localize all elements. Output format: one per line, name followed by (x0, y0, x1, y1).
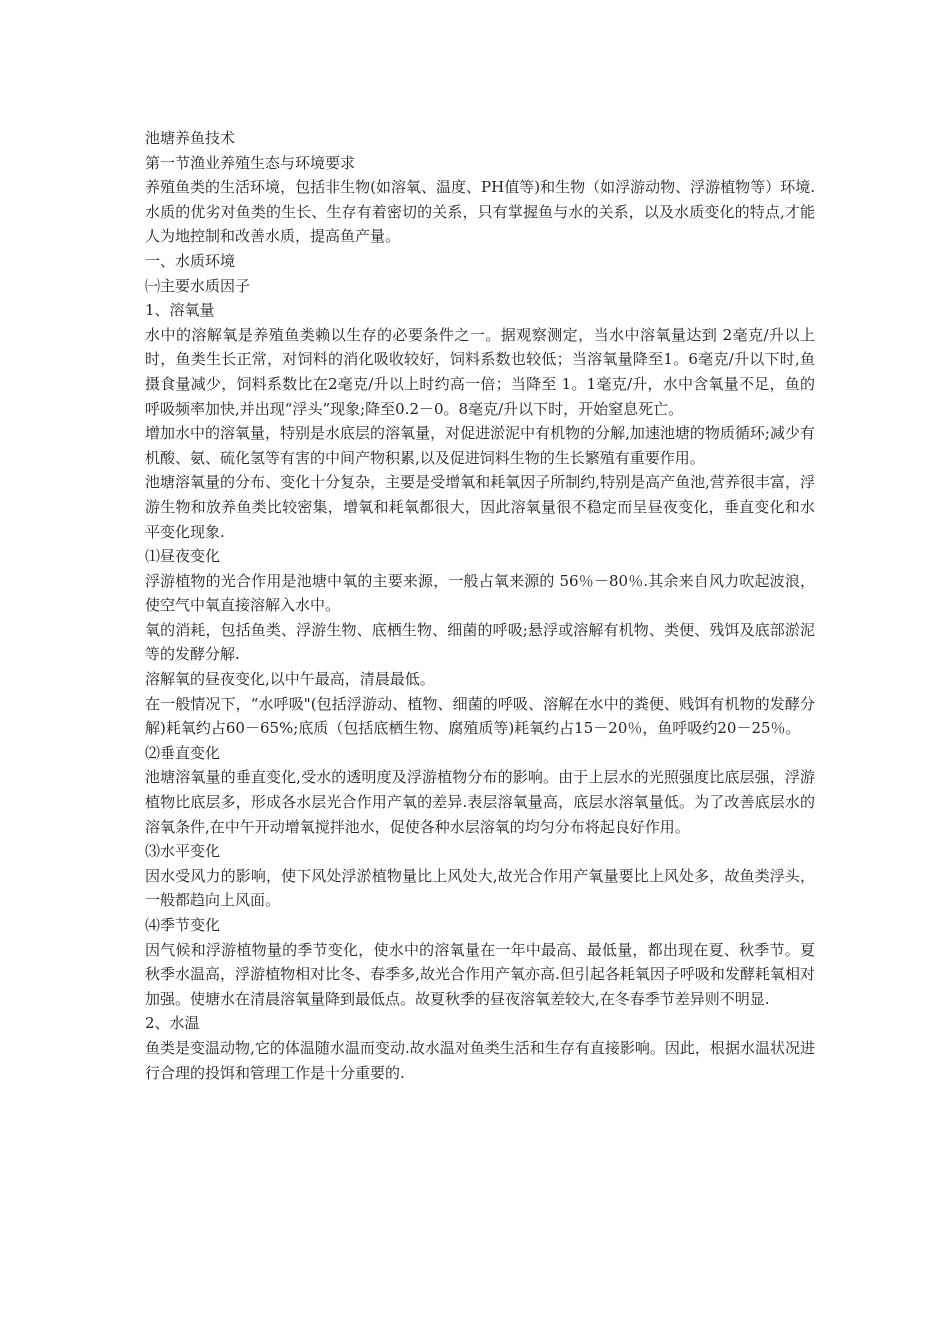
heading-diurnal-change: ⑴昼夜变化 (145, 547, 221, 566)
heading-main-water-factors: ㈠主要水质因子 (145, 276, 251, 295)
paragraph: 养殖鱼类的生活环境，包括非生物(如溶氧、温度、PH值等)和生物（如浮游动物、浮游植物等）环境.水质的优劣对鱼类的生长、生存有着密切的关系，只有掌握鱼与水的关系，以及水质变化的特点,才能人为地控制和改善水质，提高鱼产量。 (145, 178, 815, 246)
heading-water-environment: 一、水质环境 (145, 251, 236, 270)
section-heading: 第一节渔业养殖生态与环境要求 (145, 153, 356, 172)
heading-vertical-change: ⑵垂直变化 (145, 743, 221, 762)
paragraph: 溶解氧的昼夜变化,以中午最高，清晨最低。 (145, 670, 435, 689)
paragraph: 池塘溶氧量的分布、变化十分复杂，主要是受增氧和耗氧因子所制约,特别是高产鱼池,营养很丰富，浮游生物和放养鱼类比较密集，增氧和耗氧都很大，因此溶氧量很不稳定而呈昼夜变化，垂直变化和水平变化现象. (145, 473, 815, 541)
paragraph: 因水受风力的影响，使下风处浮淤植物量比上风处大,故光合作用产氧量要比上风处多，故鱼类浮头，一般都趋向上风面。 (145, 866, 815, 910)
paragraph: 在一般情况下，“水呼吸"(包括浮游动、植物、细菌的呼吸、溶解在水中的粪便、贱饵有机物的发酵分解)耗氧约占60－65%;底质（包括底栖生物、腐殖质等)耗氧约占15－20％，鱼呼吸约20－25％。 (145, 694, 815, 738)
heading-water-temperature: 2、水温 (145, 1014, 200, 1033)
heading-horizontal-change: ⑶水平变化 (145, 842, 221, 861)
paragraph: 水中的溶解氧是养殖鱼类赖以生存的必要条件之一。据观察测定，当水中溶氧量达到 2毫克/升以上时，鱼类生长正常，对饲料的消化吸收较好，饲料系数也较低；当溶氧量降至1。6毫克/升以下时,鱼摄食量减少，饲料系数比在2毫克/升以上时约高一倍；当降至 1。1毫克/升，水中含氧量不足，鱼的呼吸频率加快,并出现“浮头”现象;降至0.2－0。8毫克/升以下时，开始窒息死亡。 (145, 325, 815, 418)
paragraph: 池塘溶氧量的垂直变化,受水的透明度及浮游植物分布的影响。由于上层水的光照强度比底层强，浮游植物比底层多，形成各水层光合作用产氧的差异.表层溶氧量高，底层水溶氧量低。为了改善底层水的溶氧条件,在中午开动增氧搅拌池水，促使各种水层溶氧的均匀分布将起良好作用。 (145, 768, 815, 836)
paragraph: 浮游植物的光合作用是池塘中氧的主要来源，一般占氧来源的 56％－80％.其余来自风力吹起波浪，使空气中氧直接溶解入水中。 (145, 571, 815, 615)
paragraph: 因气候和浮游植物量的季节变化，使水中的溶氧量在一年中最高、最低量，都出现在夏、秋季节。夏秋季水温高，浮游植物相对比冬、春季多,故光合作用产氧亦高.但引起各耗氧因子呼吸和发酵耗氧相对加强。使塘水在清晨溶氧量降到最低点。故夏秋季的昼夜溶氧差较大,在冬春季节差异则不明显. (145, 940, 815, 1008)
document-page (145, 126, 815, 1085)
document-title: 池塘养鱼技术 (145, 129, 236, 147)
paragraph: 增加水中的溶氧量，特别是水底层的溶氧量，对促进淤泥中有机物的分解,加速池塘的物质循环;减少有机酸、氨、硫化氢等有害的中间产物积累,以及促进饲料生物的生长繁殖有重要作用。 (145, 424, 815, 467)
paragraph: 鱼类是变温动物,它的体温随水温而变动.故水温对鱼类生活和生存有直接影响。因此，根据水温状况进行合理的投饵和管理工作是十分重要的. (145, 1038, 815, 1082)
paragraph: 氧的消耗，包括鱼类、浮游生物、底栖生物、细菌的呼吸;悬浮或溶解有机物、类便、残饵及底部淤泥等的发酵分解. (145, 620, 815, 664)
heading-seasonal-change: ⑷季节变化 (145, 916, 221, 934)
heading-dissolved-oxygen: 1、溶氧量 (145, 301, 215, 320)
